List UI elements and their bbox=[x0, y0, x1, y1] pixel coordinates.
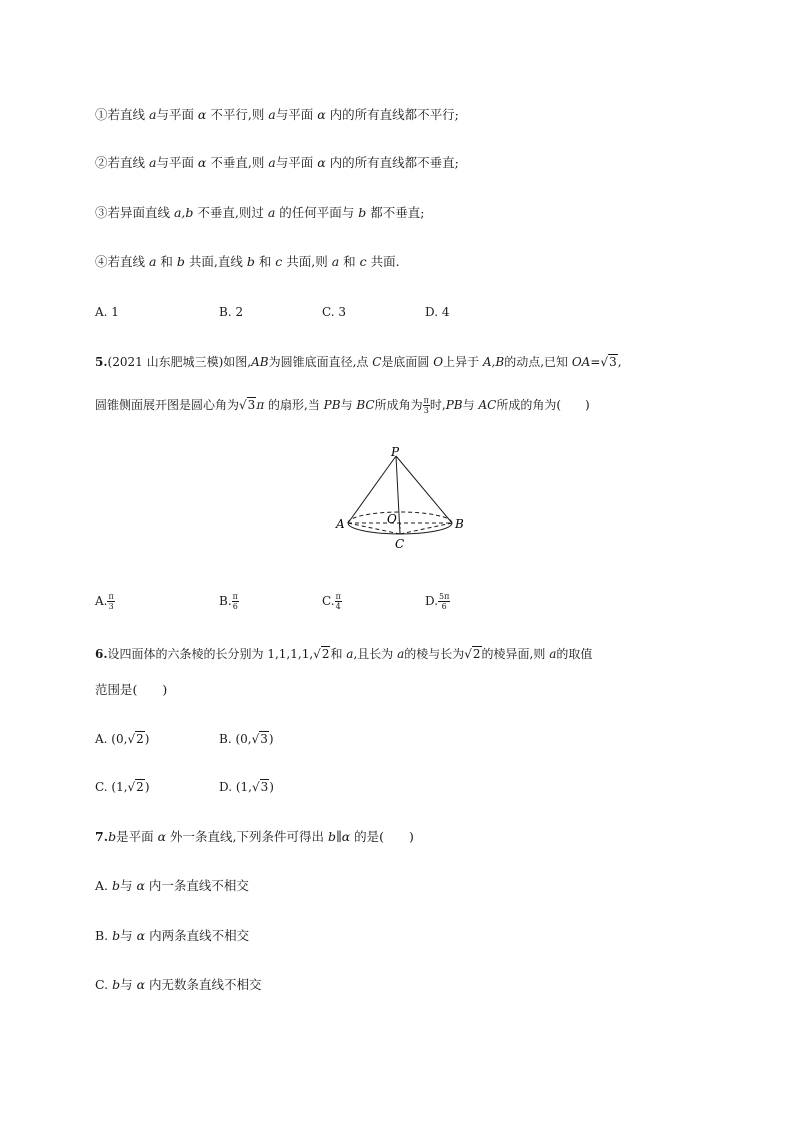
cone-figure bbox=[330, 440, 470, 560]
sqrt-3: √3 bbox=[239, 398, 256, 412]
q5-option-b[interactable]: B. $\frac{\pi}{6}$ bbox=[219, 592, 238, 611]
label-a: A bbox=[336, 517, 345, 531]
q5-option-d[interactable]: D. $\frac{5\pi}{6}$ bbox=[425, 592, 450, 611]
q4-option-b[interactable]: B. 2 bbox=[219, 305, 244, 319]
q6-option-a[interactable]: A. (0,√2) bbox=[95, 732, 150, 746]
sqrt-2: √2 bbox=[464, 647, 481, 661]
q6-stem-line-1: 6.设四面体的六条棱的长分别为 1,1,1,1,√2和 a,且长为 a的棱与长为√2的棱异面,则 a的取值 bbox=[95, 644, 592, 664]
statement-1: ①若直线 a与平面 α 不平行,则 a与平面 α 内的所有直线都不平行; bbox=[95, 107, 459, 122]
q6-option-d[interactable]: D. (1,√3) bbox=[219, 780, 274, 794]
statement-3: ③若异面直线 a,b 不垂直,则过 a 的任何平面与 b 都不垂直; bbox=[95, 205, 425, 220]
q6-option-c[interactable]: C. (1,√2) bbox=[95, 780, 150, 794]
sqrt-3: √3 bbox=[600, 355, 617, 369]
q5-option-a[interactable]: A. $\frac{\pi}{3}$ bbox=[95, 592, 114, 611]
sqrt-2: √2 bbox=[313, 647, 330, 661]
q7-option-a[interactable]: A. b与 α 内一条直线不相交 bbox=[95, 878, 249, 893]
q5-stem-line-2: 圆锥侧面展开图是圆心角为√3π 的扇形,当 PB与 BC所成角为 $\frac{\pi}{3}$ 时,PB与 AC所成的角为( ) bbox=[95, 396, 590, 415]
q7-option-b[interactable]: B. b与 α 内两条直线不相交 bbox=[95, 928, 250, 943]
q7-stem: 7.b是平面 α 外一条直线,下列条件可得出 b∥α 的是( ) bbox=[95, 829, 414, 844]
q7-option-c[interactable]: C. b与 α 内无数条直线不相交 bbox=[95, 977, 262, 992]
q6-option-b[interactable]: B. (0,√3) bbox=[219, 732, 274, 746]
q5-stem-line-1: 5.(2021 山东肥城三模)如图,AB为圆锥底面直径,点 C是底面圆 O上异于 A,B的动点,已知 OA=√3, bbox=[95, 352, 622, 372]
q5-option-c[interactable]: C. $\frac{\pi}{4}$ bbox=[322, 592, 341, 611]
fraction-pi-over-3: $\frac{\pi}{3}$ bbox=[423, 396, 429, 415]
q4-option-d[interactable]: D. 4 bbox=[425, 305, 450, 319]
label-o: O bbox=[387, 512, 397, 526]
label-p: P bbox=[391, 445, 400, 459]
statement-4: ④若直线 a 和 b 共面,直线 b 和 c 共面,则 a 和 c 共面. bbox=[95, 254, 400, 269]
base-back-arc bbox=[348, 512, 452, 523]
label-c: C bbox=[395, 537, 405, 551]
statement-2: ②若直线 a与平面 α 不垂直,则 a与平面 α 内的所有直线都不垂直; bbox=[95, 155, 459, 170]
label-b: B bbox=[455, 517, 464, 531]
q6-stem-line-2: 范围是( ) bbox=[95, 682, 168, 697]
q4-option-c[interactable]: C. 3 bbox=[322, 305, 347, 319]
q4-option-a[interactable]: A. 1 bbox=[95, 305, 119, 319]
